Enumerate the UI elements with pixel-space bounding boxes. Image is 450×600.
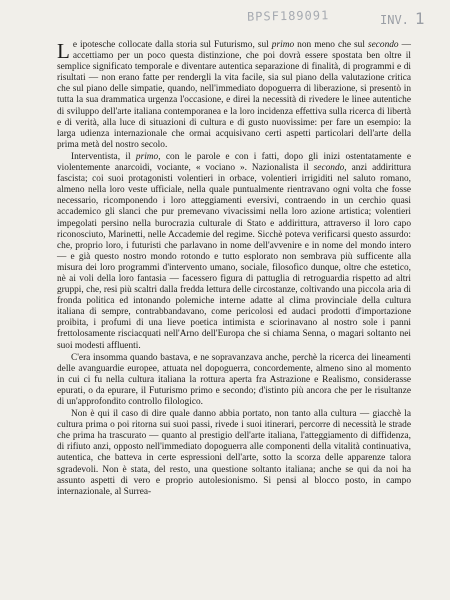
drop-cap: L [57, 39, 70, 63]
catalog-stamp: BPSF189091 [246, 8, 330, 24]
paragraph-2: Interventista, il primo, con le parole e con i fatti, dopo gli inizi ostentatamente e violentemente anarcoidi, vociante, « vociano ». Nazionalista il secondo, anzi addirittura fascista; coi suoi protagonisti volentieri in orbace, volentieri irrigiditi nel saluto romano, almeno nella loro veste ufficiale, nella quale puntualmente rientravano ogni volta che fosse necessario, ricomponendo i loro atteggiamenti eversivi, contraendo in un cerchio quasi accademico gli slanci che pur premevano vivacissimi nella loro azione artistica; volentieri impegolati persino nella burocrazia culturale di Stato e addirittura, attraverso il loro capo riconosciuto, Marinetti, nelle Accademie del regime. Sicchè poteva verificarsi questo assurdo: che, proprio loro, i futuristi che parlavano in nome dell'avvenire e in nome del mondo intero — e già questo nostro mondo rotondo e tutto esplorato non sembrava più sufficente alla misura dei loro programmi d'intervento umano, sociale, filosofico dunque, oltre che estetico, nè ai voli della loro fantasia — facessero figura di pattuglia di retroguardia rispetto ad altri gruppi, che, resi più scaltri dalla fredda lettura delle circostanze, coltivando una piccola aria di fronda politica ed intonando polemiche interne adatte al clima provinciale della cultura italiana di sempre, contrabbandavano, come pericolosi ed audaci prodotti d'importazione proibita, i profumi di una lieve poetica intimista e sciorinavano al nostro sole i panni frettolosamente risciacquati nell'Arno dell'Europa che si chiama Senna, o magari soltanto nei suoi modesti affluenti. [57, 151, 411, 351]
paragraph-1: Le ipotesche collocate dalla storia sul Futurismo, sul primo non meno che sul secondo — accettiamo per un poco questa distinzione, che poi dovrà essere spostata ben oltre il semplice significato temporale e diventare autentica separazione di finalità, di programmi e di risultati — non erano fatte per rendergli la vita facile, sia sul piano della valutazione critica che sul piano delle simpatie, quando, nell'immediato dopoguerra di liberazione, si presentò in tutta la sua drammatica urgenza l'occasione, e direi la necessità di rivedere le linee autentiche di sviluppo dell'arte italiana contemporanea e la loro incidenza effettiva sulla ricerca di libertà e di verità, alla luce di situazioni di cultura e di gusto nuovissime: per fare un esempio: la larga udienza internazionale che ormai acquisivano certi aspetti particolari dell'arte della prima metà del nostro secolo. [57, 39, 411, 150]
inventory-number: 1 [414, 9, 425, 28]
inventory-stamp [380, 9, 425, 28]
paragraph-4: Non è qui il caso di dire quale danno abbia portato, non tanto alla cultura — giacchè la cultura prima o poi ritorna sui suoi passi, rivede i suoi itinerari, percorre di necessità le strade che prima ha trascurato — quanto al prestigio dell'arte italiana, l'atteggiamento di diffidenza, di rifiuto anzi, opposto nell'immediato dopoguerra alle componenti della vitalità continuativa, autentica, che batteva in certe espressioni dell'arte, sotto la scorza delle apparenze talora sgradevoli. Non è stata, del resto, una questione soltanto italiana; anche se qui da noi ha assunto aspetti di vero e proprio autolesionismo. Si pensi al blocco posto, in campo internazionale, al Surrea- [57, 409, 411, 497]
inventory-label: INV. [380, 13, 409, 27]
article-body [57, 40, 411, 499]
paragraph-3: C'era insomma quando bastava, e ne sopravanzava anche, perchè la ricerca dei lineamenti delle avanguardie europee, attuata nel dopoguerra, concordemente, almeno sino al momento in cui ci fu nella cultura italiana la rottura aperta fra Astrazione e Realismo, considerasse epurati, o da epurare, il Futurismo primo e secondo; d'istinto più ancora che per le risultanze di un'approfondito controllo filologico. [57, 352, 411, 407]
